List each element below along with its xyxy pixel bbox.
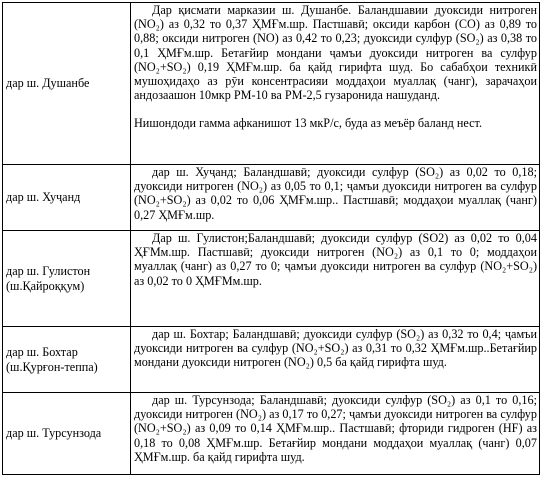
description-paragraph: Нишондоди гамма афканишот 13 мкР/с, буда аз меъёр баланд нест. [134,116,483,131]
table-row-guliston [3,231,540,327]
paragraph-gap [134,102,537,116]
table-row-bokhtar [3,327,540,393]
description-cell [131,165,540,231]
description-cell [131,327,540,393]
city-cell: дар ш. Бохтар (ш.Қурғон-теппа) [3,327,131,393]
description-paragraph: дар ш. Бохтар; Баландшавӣ; дуоксиди сулфур (SO₂) аз 0,32 то 0,4; ҷамъи дуоксиди нитроген ва сулфур (NO₂+SO₂) аз 0,31 то 0,32 ҲМҒм.шр..Бетағйир мондани дуоксиди нитроген (NO₂) 0,5 ба қайд гирифта шуд. [134,327,537,370]
description-paragraph: дар ш. Турсунзода; Баландшавӣ; дуоксиди сулфур (SO₂) аз 0,1 то 0,16; дуоксиди нитроген (NO₂) аз 0,17 то 0,27; ҷамъи дуоксиди нитроген ва сулфур (NO₂+SO₂) аз 0,09 то 0,14 ҲМҒм.шр.. Пастшавӣ; фториди гидроген (HF) аз 0,18 то 0,08 ҲМҒм.шр. Бетағйир мондани моддаҳои муаллақ (чанг) 0,07 ҲМҒм.шр. ба қайд гирифта шуд. [134,393,537,464]
description-cell [131,393,540,475]
table-row-tursunzoda [3,393,540,475]
description-cell [131,3,540,165]
air-quality-table [2,2,540,475]
description-paragraph: Дар қисмати марказии ш. Душанбе. Баландшавии дуоксиди нитроген (NO₂) аз 0,32 то 0,37 ҲМҒм.шр. Пастшавӣ; оксиди карбон (СО) аз 0,89 то 0,88; оксиди нитроген (NO) аз 0,42 то 0,23; дуоксиди сулфур (SO₂) аз 0,38 то 0,1 ҲМҒм.шр. Бетағйир мондани ҷамъи дуоксиди нитроген ва сулфур (NO₂+SO₂) 0,19 ҲМҒм.шр. ба қайд гирифта шуд. Бо сабабҳои техникӣ мушоҳидаҳо аз рӯи консентрасияи моддаҳои муаллақ (чанг), зарачаҳои андозаашон 10мкр РМ-10 ва РМ-2,5 гузаронида нашуданд. [134,3,537,103]
city-cell: дар ш. Душанбе [3,3,131,165]
city-cell: дар ш. Гулистон (ш.Қайроққум) [3,231,131,327]
description-paragraph: дар ш. Хуҷанд; Баландшавӣ; дуоксиди сулфур (SO₂) аз 0,02 то 0,18; дуоксиди нитроген (NO₂) аз 0,05 то 0,1; ҷамъи дуоксиди нитроген ва сулфур (NO₂+SO₂) аз 0,02 то 0,06 ҲМҒм.шр.. Пастшавӣ; моддаҳои муаллақ (чанг) 0,27 ҲМҒм.шр. [134,165,537,222]
description-paragraph: Дар ш. Гулистон;Баландшавӣ; дуоксиди сулфур (SO2) аз 0,02 то 0,04 ҲҒМм.шр. Пастшавӣ; дуоксиди нитроген (NO₂) аз 0,1 то 0; моддаҳои муаллақ (чанг) аз 0,27 то 0; ҷамъи дуоксиди нитроген ва сулфур (NO₂+SO₂) аз 0,02 то 0 ҲМҒМм.шр. [134,231,537,288]
description-cell [131,231,540,327]
table-row-khujand [3,165,540,231]
city-cell: дар ш. Хуҷанд [3,165,131,231]
table-row-dushanbe [3,3,540,165]
city-cell: дар ш. Турсунзода [3,393,131,475]
